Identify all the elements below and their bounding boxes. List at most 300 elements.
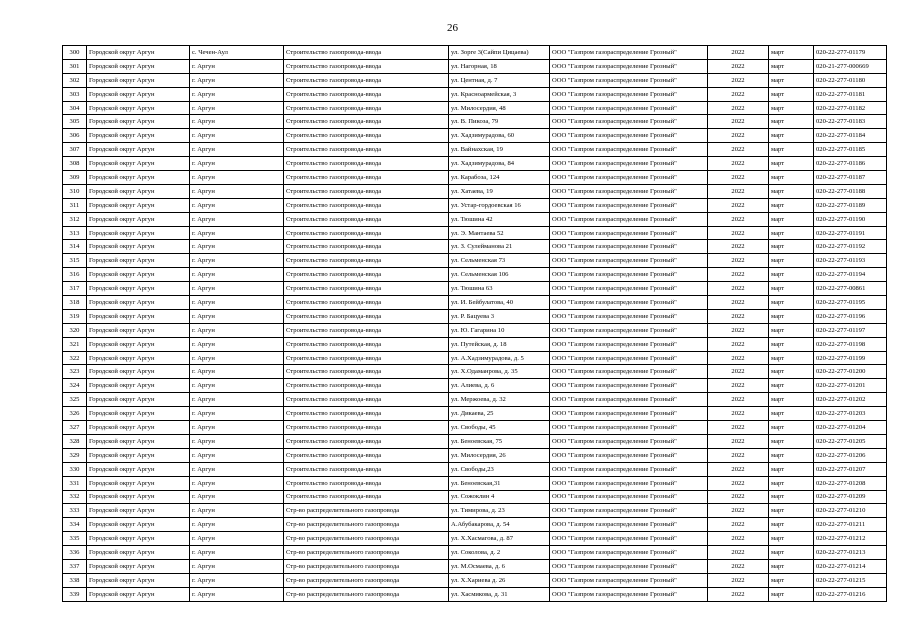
registration-code-cell: 020-22-277-01215	[814, 573, 887, 587]
organization-cell: ООО "Газпром газораспределение Грозный"	[550, 587, 708, 601]
address-cell: ул. Красноармейская, 3	[449, 87, 550, 101]
work-type-cell: Строительство газопровода-ввода	[284, 59, 449, 73]
registration-code-cell: 020-22-277-01209	[814, 490, 887, 504]
row-number-cell: 323	[63, 365, 87, 379]
month-cell: март	[769, 407, 814, 421]
table-row	[63, 337, 887, 351]
table-row	[63, 129, 887, 143]
registration-code-cell: 020-22-277-00861	[814, 282, 887, 296]
table-row	[63, 184, 887, 198]
year-cell: 2022	[708, 212, 769, 226]
address-cell: ул. Х.Одаманрова, д. 35	[449, 365, 550, 379]
month-cell: март	[769, 268, 814, 282]
organization-cell: ООО "Газпром газораспределение Грозный"	[550, 407, 708, 421]
table-row	[63, 73, 887, 87]
row-number-cell: 331	[63, 476, 87, 490]
year-cell: 2022	[708, 115, 769, 129]
district-cell: Городской округ Аргун	[87, 476, 190, 490]
address-cell: ул. Устар-гордоевская 16	[449, 198, 550, 212]
address-cell: ул. Центная, д. 7	[449, 73, 550, 87]
year-cell: 2022	[708, 504, 769, 518]
work-type-cell: Строительство газопровода-ввода	[284, 73, 449, 87]
month-cell: март	[769, 73, 814, 87]
month-cell: март	[769, 296, 814, 310]
district-cell: Городской округ Аргун	[87, 573, 190, 587]
organization-cell: ООО "Газпром газораспределение Грозный"	[550, 184, 708, 198]
settlement-cell: г. Аргун	[190, 101, 284, 115]
settlement-cell: г. Аргун	[190, 296, 284, 310]
organization-cell: ООО "Газпром газораспределение Грозный"	[550, 240, 708, 254]
district-cell: Городской округ Аргун	[87, 240, 190, 254]
row-number-cell: 301	[63, 59, 87, 73]
table-row	[63, 59, 887, 73]
registration-code-cell: 020-22-277-01204	[814, 421, 887, 435]
year-cell: 2022	[708, 143, 769, 157]
month-cell: март	[769, 46, 814, 60]
month-cell: март	[769, 337, 814, 351]
registration-code-cell: 020-22-277-01182	[814, 101, 887, 115]
district-cell: Городской округ Аргун	[87, 212, 190, 226]
month-cell: март	[769, 504, 814, 518]
address-cell: ул. Свободы, 45	[449, 421, 550, 435]
row-number-cell: 311	[63, 198, 87, 212]
organization-cell: ООО "Газпром газораспределение Грозный"	[550, 212, 708, 226]
work-type-cell: Строительство газопровода-ввода	[284, 351, 449, 365]
row-number-cell: 316	[63, 268, 87, 282]
organization-cell: ООО "Газпром газораспределение Грозный"	[550, 171, 708, 185]
work-type-cell: Стр-во распределительного газопровода	[284, 546, 449, 560]
settlement-cell: г. Аргун	[190, 587, 284, 601]
row-number-cell: 302	[63, 73, 87, 87]
month-cell: март	[769, 434, 814, 448]
organization-cell: ООО "Газпром газораспределение Грозный"	[550, 143, 708, 157]
table-row	[63, 212, 887, 226]
year-cell: 2022	[708, 421, 769, 435]
district-cell: Городской округ Аргун	[87, 309, 190, 323]
registration-code-cell: 020-22-277-01195	[814, 296, 887, 310]
table-row	[63, 518, 887, 532]
organization-cell: ООО "Газпром газораспределение Грозный"	[550, 254, 708, 268]
registration-code-cell: 020-22-277-01202	[814, 393, 887, 407]
registration-code-cell: 020-22-277-01213	[814, 546, 887, 560]
district-cell: Городской округ Аргун	[87, 379, 190, 393]
district-cell: Городской округ Аргун	[87, 434, 190, 448]
address-cell: ул. И. Бейбулатова, 40	[449, 296, 550, 310]
registration-code-cell: 020-22-277-01208	[814, 476, 887, 490]
settlement-cell: г. Аргун	[190, 434, 284, 448]
table-row	[63, 504, 887, 518]
table-row	[63, 282, 887, 296]
registration-code-cell: 020-22-277-01216	[814, 587, 887, 601]
district-cell: Городской округ Аргун	[87, 296, 190, 310]
row-number-cell: 339	[63, 587, 87, 601]
address-cell: ул. А.Хадзимурадова, д. 5	[449, 351, 550, 365]
district-cell: Городской округ Аргун	[87, 46, 190, 60]
month-cell: март	[769, 115, 814, 129]
year-cell: 2022	[708, 323, 769, 337]
work-type-cell: Строительство газопровода-ввода	[284, 490, 449, 504]
organization-cell: ООО "Газпром газораспределение Грозный"	[550, 115, 708, 129]
table-row	[63, 254, 887, 268]
address-cell: ул. Алиева, д. 6	[449, 379, 550, 393]
settlement-cell: г. Аргун	[190, 171, 284, 185]
organization-cell: ООО "Газпром газораспределение Грозный"	[550, 101, 708, 115]
year-cell: 2022	[708, 351, 769, 365]
organization-cell: ООО "Газпром газораспределение Грозный"	[550, 559, 708, 573]
settlement-cell: г. Аргун	[190, 59, 284, 73]
organization-cell: ООО "Газпром газораспределение Грозный"	[550, 421, 708, 435]
district-cell: Городской округ Аргун	[87, 337, 190, 351]
year-cell: 2022	[708, 462, 769, 476]
work-type-cell: Строительство газопровода-ввода	[284, 448, 449, 462]
address-cell: ул. Хасмикова, д. 31	[449, 587, 550, 601]
district-cell: Городской округ Аргун	[87, 559, 190, 573]
work-type-cell: Стр-во распределительного газопровода	[284, 518, 449, 532]
year-cell: 2022	[708, 268, 769, 282]
year-cell: 2022	[708, 365, 769, 379]
organization-cell: ООО "Газпром газораспределение Грозный"	[550, 434, 708, 448]
registration-code-cell: 020-22-277-01186	[814, 157, 887, 171]
address-cell: ул. З. Сулейманова 21	[449, 240, 550, 254]
address-cell: ул. Х.Хариева д. 26	[449, 573, 550, 587]
address-cell: ул. Хадзимурадова, 60	[449, 129, 550, 143]
table-row	[63, 532, 887, 546]
work-type-cell: Строительство газопровода-ввода	[284, 323, 449, 337]
work-type-cell: Строительство газопровода-ввода	[284, 254, 449, 268]
organization-cell: ООО "Газпром газораспределение Грозный"	[550, 282, 708, 296]
row-number-cell: 329	[63, 448, 87, 462]
row-number-cell: 305	[63, 115, 87, 129]
settlement-cell: г. Аргун	[190, 143, 284, 157]
work-type-cell: Строительство газопровода-ввода	[284, 171, 449, 185]
work-type-cell: Строительство газопровода-ввода	[284, 184, 449, 198]
row-number-cell: 320	[63, 323, 87, 337]
registration-code-cell: 020-22-277-01205	[814, 434, 887, 448]
year-cell: 2022	[708, 559, 769, 573]
table-row	[63, 87, 887, 101]
organization-cell: ООО "Газпром газораспределение Грозный"	[550, 198, 708, 212]
month-cell: март	[769, 490, 814, 504]
district-cell: Городской округ Аргун	[87, 59, 190, 73]
organization-cell: ООО "Газпром газораспределение Грозный"	[550, 504, 708, 518]
registration-code-cell: 020-22-277-01214	[814, 559, 887, 573]
work-type-cell: Строительство газопровода-ввода	[284, 226, 449, 240]
month-cell: март	[769, 309, 814, 323]
month-cell: март	[769, 212, 814, 226]
year-cell: 2022	[708, 448, 769, 462]
table-row	[63, 143, 887, 157]
settlement-cell: г. Аргун	[190, 532, 284, 546]
settlement-cell: г. Аргун	[190, 462, 284, 476]
year-cell: 2022	[708, 532, 769, 546]
district-cell: Городской округ Аргун	[87, 87, 190, 101]
table-row	[63, 490, 887, 504]
work-type-cell: Строительство газопровода-ввода	[284, 143, 449, 157]
registration-code-cell: 020-22-277-01192	[814, 240, 887, 254]
row-number-cell: 337	[63, 559, 87, 573]
organization-cell: ООО "Газпром газораспределение Грозный"	[550, 490, 708, 504]
district-cell: Городской округ Аргун	[87, 73, 190, 87]
table-row	[63, 379, 887, 393]
table-row	[63, 421, 887, 435]
organization-cell: ООО "Газпром газораспределение Грозный"	[550, 379, 708, 393]
work-type-cell: Строительство газопровода-ввода	[284, 337, 449, 351]
settlement-cell: г. Аргун	[190, 240, 284, 254]
organization-cell: ООО "Газпром газораспределение Грозный"	[550, 46, 708, 60]
row-number-cell: 309	[63, 171, 87, 185]
work-type-cell: Строительство газопровода-ввода	[284, 46, 449, 60]
month-cell: март	[769, 129, 814, 143]
organization-cell: ООО "Газпром газораспределение Грозный"	[550, 365, 708, 379]
organization-cell: ООО "Газпром газораспределение Грозный"	[550, 309, 708, 323]
district-cell: Городской округ Аргун	[87, 143, 190, 157]
work-type-cell: Стр-во распределительного газопровода	[284, 559, 449, 573]
row-number-cell: 307	[63, 143, 87, 157]
address-cell: А.Абубакарова, д. 54	[449, 518, 550, 532]
table-row	[63, 587, 887, 601]
row-number-cell: 317	[63, 282, 87, 296]
registration-code-cell: 020-22-277-01189	[814, 198, 887, 212]
address-cell: ул. Зорге 3(Сайпи Цицаева)	[449, 46, 550, 60]
organization-cell: ООО "Газпром газораспределение Грозный"	[550, 129, 708, 143]
registration-code-cell: 020-22-277-01194	[814, 268, 887, 282]
settlement-cell: г. Аргун	[190, 476, 284, 490]
row-number-cell: 328	[63, 434, 87, 448]
table-row	[63, 462, 887, 476]
year-cell: 2022	[708, 587, 769, 601]
settlement-cell: г. Аргун	[190, 337, 284, 351]
settlement-cell: г. Аргун	[190, 198, 284, 212]
month-cell: март	[769, 532, 814, 546]
year-cell: 2022	[708, 129, 769, 143]
settlement-cell: г. Аргун	[190, 254, 284, 268]
year-cell: 2022	[708, 490, 769, 504]
row-number-cell: 314	[63, 240, 87, 254]
registration-code-cell: 020-22-277-01206	[814, 448, 887, 462]
settlement-cell: г. Аргун	[190, 518, 284, 532]
row-number-cell: 332	[63, 490, 87, 504]
row-number-cell: 336	[63, 546, 87, 560]
organization-cell: ООО "Газпром газораспределение Грозный"	[550, 337, 708, 351]
registration-code-cell: 020-22-277-01183	[814, 115, 887, 129]
table-row	[63, 296, 887, 310]
year-cell: 2022	[708, 184, 769, 198]
year-cell: 2022	[708, 46, 769, 60]
registration-code-cell: 020-22-277-01198	[814, 337, 887, 351]
settlement-cell: г. Аргун	[190, 226, 284, 240]
registration-code-cell: 020-22-277-01197	[814, 323, 887, 337]
month-cell: март	[769, 184, 814, 198]
year-cell: 2022	[708, 73, 769, 87]
settlement-cell: г. Аргун	[190, 490, 284, 504]
registration-code-cell: 020-22-277-01203	[814, 407, 887, 421]
district-cell: Городской округ Аргун	[87, 518, 190, 532]
row-number-cell: 308	[63, 157, 87, 171]
month-cell: март	[769, 198, 814, 212]
organization-cell: ООО "Газпром газораспределение Грозный"	[550, 59, 708, 73]
address-cell: ул. Р. Бацуева 3	[449, 309, 550, 323]
registration-code-cell: 020-21-277-000669	[814, 59, 887, 73]
registration-code-cell: 020-22-277-01212	[814, 532, 887, 546]
registration-code-cell: 020-22-277-01188	[814, 184, 887, 198]
work-type-cell: Строительство газопровода-ввода	[284, 101, 449, 115]
work-type-cell: Строительство газопровода-ввода	[284, 282, 449, 296]
organization-cell: ООО "Газпром газораспределение Грозный"	[550, 393, 708, 407]
district-cell: Городской округ Аргун	[87, 421, 190, 435]
work-type-cell: Стр-во распределительного газопровода	[284, 587, 449, 601]
work-type-cell: Строительство газопровода-ввода	[284, 212, 449, 226]
work-type-cell: Строительство газопровода-ввода	[284, 476, 449, 490]
settlement-cell: г. Аргун	[190, 129, 284, 143]
district-cell: Городской округ Аргун	[87, 462, 190, 476]
row-number-cell: 335	[63, 532, 87, 546]
registration-code-cell: 020-22-277-01187	[814, 171, 887, 185]
settlement-cell: г. Аргун	[190, 309, 284, 323]
settlement-cell: г. Аргун	[190, 351, 284, 365]
registration-code-cell: 020-22-277-01190	[814, 212, 887, 226]
year-cell: 2022	[708, 379, 769, 393]
registration-code-cell: 020-22-277-01211	[814, 518, 887, 532]
address-cell: ул. Милосердия, 48	[449, 101, 550, 115]
year-cell: 2022	[708, 171, 769, 185]
work-type-cell: Строительство газопровода-ввода	[284, 434, 449, 448]
table-row	[63, 393, 887, 407]
month-cell: март	[769, 587, 814, 601]
address-cell: ул. Мержоева, д. 32	[449, 393, 550, 407]
row-number-cell: 303	[63, 87, 87, 101]
table-row	[63, 323, 887, 337]
organization-cell: ООО "Газпром газораспределение Грозный"	[550, 226, 708, 240]
registration-code-cell: 020-22-277-01181	[814, 87, 887, 101]
month-cell: март	[769, 476, 814, 490]
district-cell: Городской округ Аргун	[87, 129, 190, 143]
gas-pipeline-registry-table	[62, 45, 887, 602]
district-cell: Городской округ Аргун	[87, 365, 190, 379]
work-type-cell: Строительство газопровода-ввода	[284, 240, 449, 254]
district-cell: Городской округ Аргун	[87, 282, 190, 296]
organization-cell: ООО "Газпром газораспределение Грозный"	[550, 296, 708, 310]
address-cell: ул. Тюшина 42	[449, 212, 550, 226]
address-cell: ул. Хатаева, 19	[449, 184, 550, 198]
month-cell: март	[769, 351, 814, 365]
organization-cell: ООО "Газпром газораспределение Грозный"	[550, 532, 708, 546]
month-cell: март	[769, 365, 814, 379]
address-cell: ул. Хадзимурадова, 84	[449, 157, 550, 171]
organization-cell: ООО "Газпром газораспределение Грозный"	[550, 518, 708, 532]
address-cell: ул. Свободы,23	[449, 462, 550, 476]
registration-code-cell: 020-22-277-01196	[814, 309, 887, 323]
settlement-cell: г. Аргун	[190, 184, 284, 198]
district-cell: Городской округ Аргун	[87, 448, 190, 462]
table-row	[63, 559, 887, 573]
table-row	[63, 309, 887, 323]
registration-code-cell: 020-22-277-01207	[814, 462, 887, 476]
work-type-cell: Строительство газопровода-ввода	[284, 462, 449, 476]
district-cell: Городской округ Аргун	[87, 171, 190, 185]
year-cell: 2022	[708, 573, 769, 587]
row-number-cell: 330	[63, 462, 87, 476]
row-number-cell: 306	[63, 129, 87, 143]
month-cell: март	[769, 379, 814, 393]
registration-code-cell: 020-22-277-01193	[814, 254, 887, 268]
work-type-cell: Строительство газопровода-ввода	[284, 421, 449, 435]
month-cell: март	[769, 101, 814, 115]
settlement-cell: г. Аргун	[190, 559, 284, 573]
district-cell: Городской округ Аргун	[87, 504, 190, 518]
year-cell: 2022	[708, 198, 769, 212]
district-cell: Городской округ Аргун	[87, 157, 190, 171]
address-cell: ул. М.Осмаева, д. 6	[449, 559, 550, 573]
year-cell: 2022	[708, 393, 769, 407]
table-row	[63, 198, 887, 212]
table-row	[63, 115, 887, 129]
table-row	[63, 240, 887, 254]
organization-cell: ООО "Газпром газораспределение Грозный"	[550, 573, 708, 587]
district-cell: Городской округ Аргун	[87, 226, 190, 240]
district-cell: Городской округ Аргун	[87, 490, 190, 504]
month-cell: март	[769, 448, 814, 462]
month-cell: март	[769, 157, 814, 171]
table-row	[63, 351, 887, 365]
address-cell: ул. Э. Мантаева 52	[449, 226, 550, 240]
district-cell: Городской округ Аргун	[87, 115, 190, 129]
settlement-cell: г. Аргун	[190, 573, 284, 587]
year-cell: 2022	[708, 546, 769, 560]
address-cell: ул. Вайнахская, 19	[449, 143, 550, 157]
address-cell: ул. Тюшина 63	[449, 282, 550, 296]
table-row	[63, 434, 887, 448]
registration-code-cell: 020-22-277-01184	[814, 129, 887, 143]
settlement-cell: г. Аргун	[190, 115, 284, 129]
district-cell: Городской округ Аргун	[87, 101, 190, 115]
row-number-cell: 324	[63, 379, 87, 393]
row-number-cell: 315	[63, 254, 87, 268]
district-cell: Городской округ Аргун	[87, 184, 190, 198]
month-cell: март	[769, 518, 814, 532]
month-cell: март	[769, 559, 814, 573]
row-number-cell: 322	[63, 351, 87, 365]
work-type-cell: Стр-во распределительного газопровода	[284, 573, 449, 587]
organization-cell: ООО "Газпром газораспределение Грозный"	[550, 351, 708, 365]
organization-cell: ООО "Газпром газораспределение Грозный"	[550, 73, 708, 87]
work-type-cell: Строительство газопровода-ввода	[284, 198, 449, 212]
organization-cell: ООО "Газпром газораспределение Грозный"	[550, 323, 708, 337]
table-row	[63, 226, 887, 240]
month-cell: март	[769, 254, 814, 268]
table-row	[63, 268, 887, 282]
work-type-cell: Строительство газопровода-ввода	[284, 379, 449, 393]
work-type-cell: Строительство газопровода-ввода	[284, 129, 449, 143]
settlement-cell: г. Аргун	[190, 323, 284, 337]
registration-code-cell: 020-22-277-01185	[814, 143, 887, 157]
row-number-cell: 325	[63, 393, 87, 407]
address-cell: ул. Ю. Гагарина 10	[449, 323, 550, 337]
organization-cell: ООО "Газпром газораспределение Грозный"	[550, 476, 708, 490]
work-type-cell: Строительство газопровода-ввода	[284, 87, 449, 101]
row-number-cell: 334	[63, 518, 87, 532]
settlement-cell: г. Аргун	[190, 421, 284, 435]
address-cell: ул. В. Пикоза, 79	[449, 115, 550, 129]
address-cell: ул. Сожоклин 4	[449, 490, 550, 504]
work-type-cell: Строительство газопровода-ввода	[284, 115, 449, 129]
organization-cell: ООО "Газпром газораспределение Грозный"	[550, 268, 708, 282]
registration-code-cell: 020-22-277-01180	[814, 73, 887, 87]
year-cell: 2022	[708, 240, 769, 254]
row-number-cell: 326	[63, 407, 87, 421]
table-row	[63, 157, 887, 171]
table-row	[63, 365, 887, 379]
row-number-cell: 318	[63, 296, 87, 310]
